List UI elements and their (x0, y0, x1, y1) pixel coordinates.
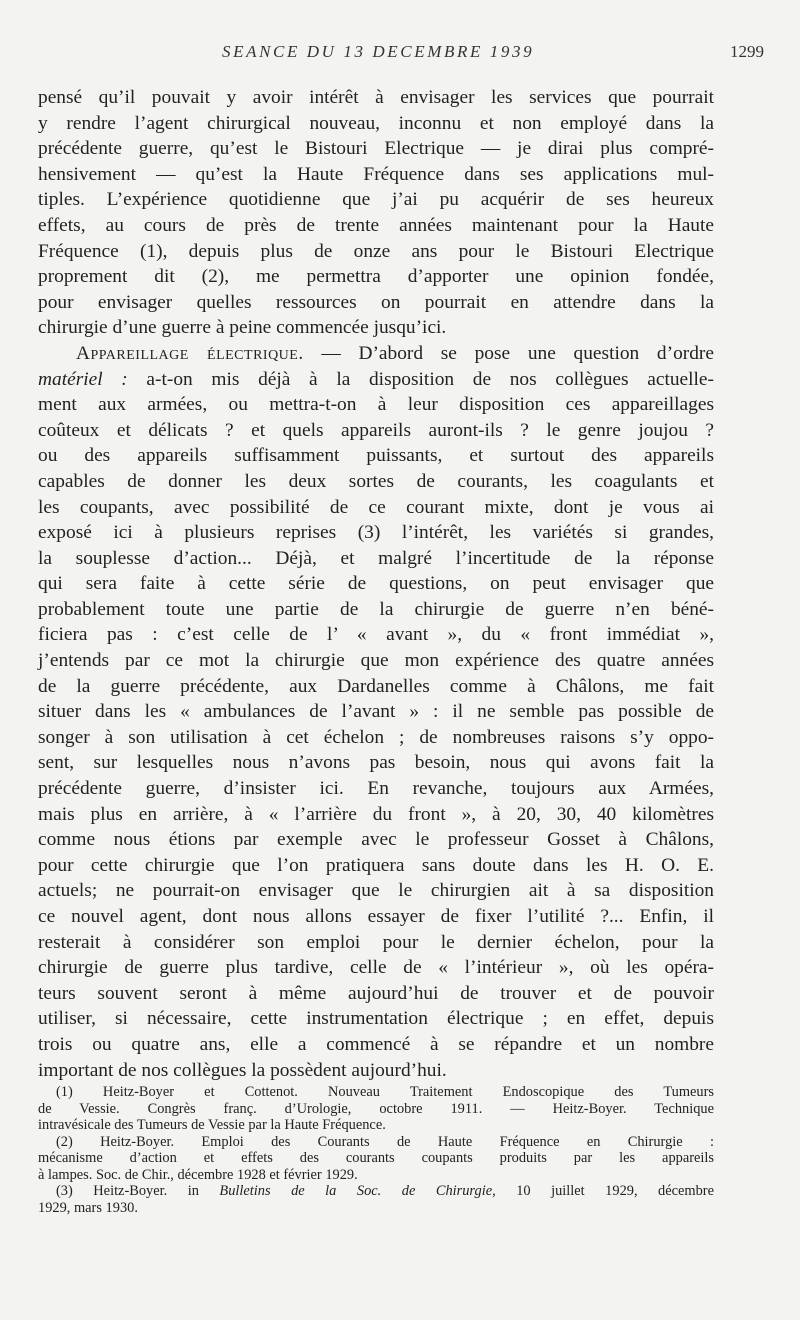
text-line: j’entends par ce mot la chirurgie que mon expérience des quatre années (38, 650, 714, 672)
footnote-line: intravésicale des Tumeurs de Vessie par la Haute Fréquence. (38, 1117, 386, 1133)
text-span: a-t-on mis déjà à la disposition de nos collègues actuelle- (127, 368, 714, 390)
footnote-line: à lampes. Soc. de Chir., décembre 1928 et février 1929. (38, 1166, 358, 1183)
text-line: songer à son utilisation à cet échelon ; de nombreuses raisons s’y oppo- (38, 726, 714, 748)
text-line: resterait à considérer son emploi pour le dernier échelon, pour la (38, 931, 714, 953)
text-line: probablement toute une partie de la chirurgie de guerre n’en béné- (38, 598, 714, 620)
running-title: SEANCE DU 13 DECEMBRE 1939 (222, 42, 535, 61)
text-line: qui sera faite à cette série de questions, on peut envisager que (38, 573, 714, 595)
text-line: sent, sur lesquelles nous n’avons pas besoin, nous qui avons fait la (38, 752, 714, 774)
page-number: 1299 (730, 42, 764, 61)
footnote-line: mécanisme d’action et effets des courants coupants produits par les appareils (38, 1150, 714, 1166)
text-line: précédente guerre, qu’est le Bistouri Electrique — je dirai plus compré- (38, 138, 714, 160)
text-line: de la guerre précédente, aux Dardanelles comme à Châlons, me fait (38, 675, 714, 697)
text-line: situer dans les « ambulances de l’avant » : il ne semble pas possible de (38, 701, 714, 723)
section-heading: Appareillage électrique. (76, 342, 304, 364)
footnotes (38, 1084, 714, 1216)
text-line: mais plus en arrière, à « l’arrière du front », à 20, 30, 40 kilomètres (38, 803, 714, 825)
text-line: teurs souvent seront à même aujourd’hui de trouver et de pouvoir (38, 982, 714, 1004)
footnote-line: (1) Heitz-Boyer et Cottenot. Nouveau Traitement Endoscopique des Tumeurs (56, 1084, 714, 1100)
body-text (38, 85, 714, 1083)
footnote-text: (3) Heitz-Boyer. in (56, 1183, 220, 1199)
text-line: tiples. L’expérience quotidienne que j’ai pu acquérir de ses heureux (38, 189, 714, 211)
text-line: chirurgie de guerre plus tardive, celle de « l’intérieur », où les opéra- (38, 957, 714, 979)
italic-word: matériel : (38, 368, 128, 390)
paragraph-heading-line (38, 341, 714, 367)
footnote-line: (2) Heitz-Boyer. Emploi des Courants de Haute Fréquence en Chirurgie : (56, 1133, 714, 1150)
text-line: proprement dit (2), me permettra d’apporter une opinion fondée, (38, 266, 714, 288)
text-line: hensivement — qu’est la Haute Fréquence dans ses applications mul- (38, 163, 714, 185)
text-line: comme nous étions par exemple avec le professeur Gosset à Châlons, (38, 829, 714, 851)
text-line: utiliser, si nécessaire, cette instrumentation électrique ; en effet, depuis (38, 1008, 714, 1030)
page-header (0, 38, 800, 68)
footnote-line: de Vessie. Congrès franç. d’Urologie, octobre 1911. — Heitz-Boyer. Technique (38, 1100, 714, 1117)
text-line: pour cette chirurgie que l’on pratiquera sans doute dans les H. O. E. (38, 854, 714, 876)
footnote-line (38, 1183, 714, 1200)
text-line: important de nos collègues la possèdent aujourd’hui. (38, 1059, 447, 1081)
text-line: chirurgie d’une guerre à peine commencée jusqu’ici. (38, 317, 447, 339)
text-line: ce nouvel agent, dont nous allons essayer de fixer l’utilité ?... Enfin, il (38, 906, 714, 927)
text-line: les coupants, avec possibilité de ce courant mixte, dont je vous ai (38, 496, 714, 518)
text-line: ficiera pas : c’est celle de l’ « avant », du « front immédiat », (38, 624, 714, 646)
text-line (38, 367, 714, 393)
text-line: trois ou quatre ans, elle a commencé à se répandre et un nombre (38, 1033, 714, 1055)
text-line: coûteux et délicats ? et quels appareils auront-ils ? le genre joujou ? (38, 419, 714, 441)
text-line: ment aux armées, ou mettra-t-on à leur disposition ces appareillages (38, 394, 714, 416)
journal-title: Bulletins de la Soc. de Chirurgie (219, 1183, 493, 1199)
text-line: effets, au cours de près de trente années maintenant pour la Haute (38, 214, 714, 236)
text-line: pensé qu’il pouvait y avoir intérêt à envisager les services que pourrait (38, 87, 714, 108)
text-line: actuels; ne pourrait-on envisager que le chirurgien ait à sa disposition (38, 880, 714, 902)
text-line: la souplesse d’action... Déjà, et malgré l’incertitude de la réponse (38, 547, 714, 569)
text-line: précédente guerre, d’insister ici. En revanche, toujours aux Armées, (38, 778, 714, 800)
text-line: ou des appareils suffisamment puissants, et surtout des appareils (38, 445, 714, 467)
text-line: pour envisager quelles ressources on pourrait en attendre dans la (38, 291, 714, 313)
footnote-text: , 10 juillet 1929, décembre (492, 1183, 714, 1199)
text-span: — D’abord se pose une question d’ordre (303, 342, 714, 364)
text-line: exposé ici à plusieurs reprises (3) l’intérêt, les variétés si grandes, (38, 522, 714, 544)
footnote-line: 1929, mars 1930. (38, 1199, 138, 1216)
text-line: y rendre l’agent chirurgical nouveau, inconnu et non employé dans la (38, 112, 714, 134)
text-line: Fréquence (1), depuis plus de onze ans pour le Bistouri Electrique (38, 240, 714, 262)
text-line: capables de donner les deux sortes de courants, les coagulants et (38, 470, 714, 492)
